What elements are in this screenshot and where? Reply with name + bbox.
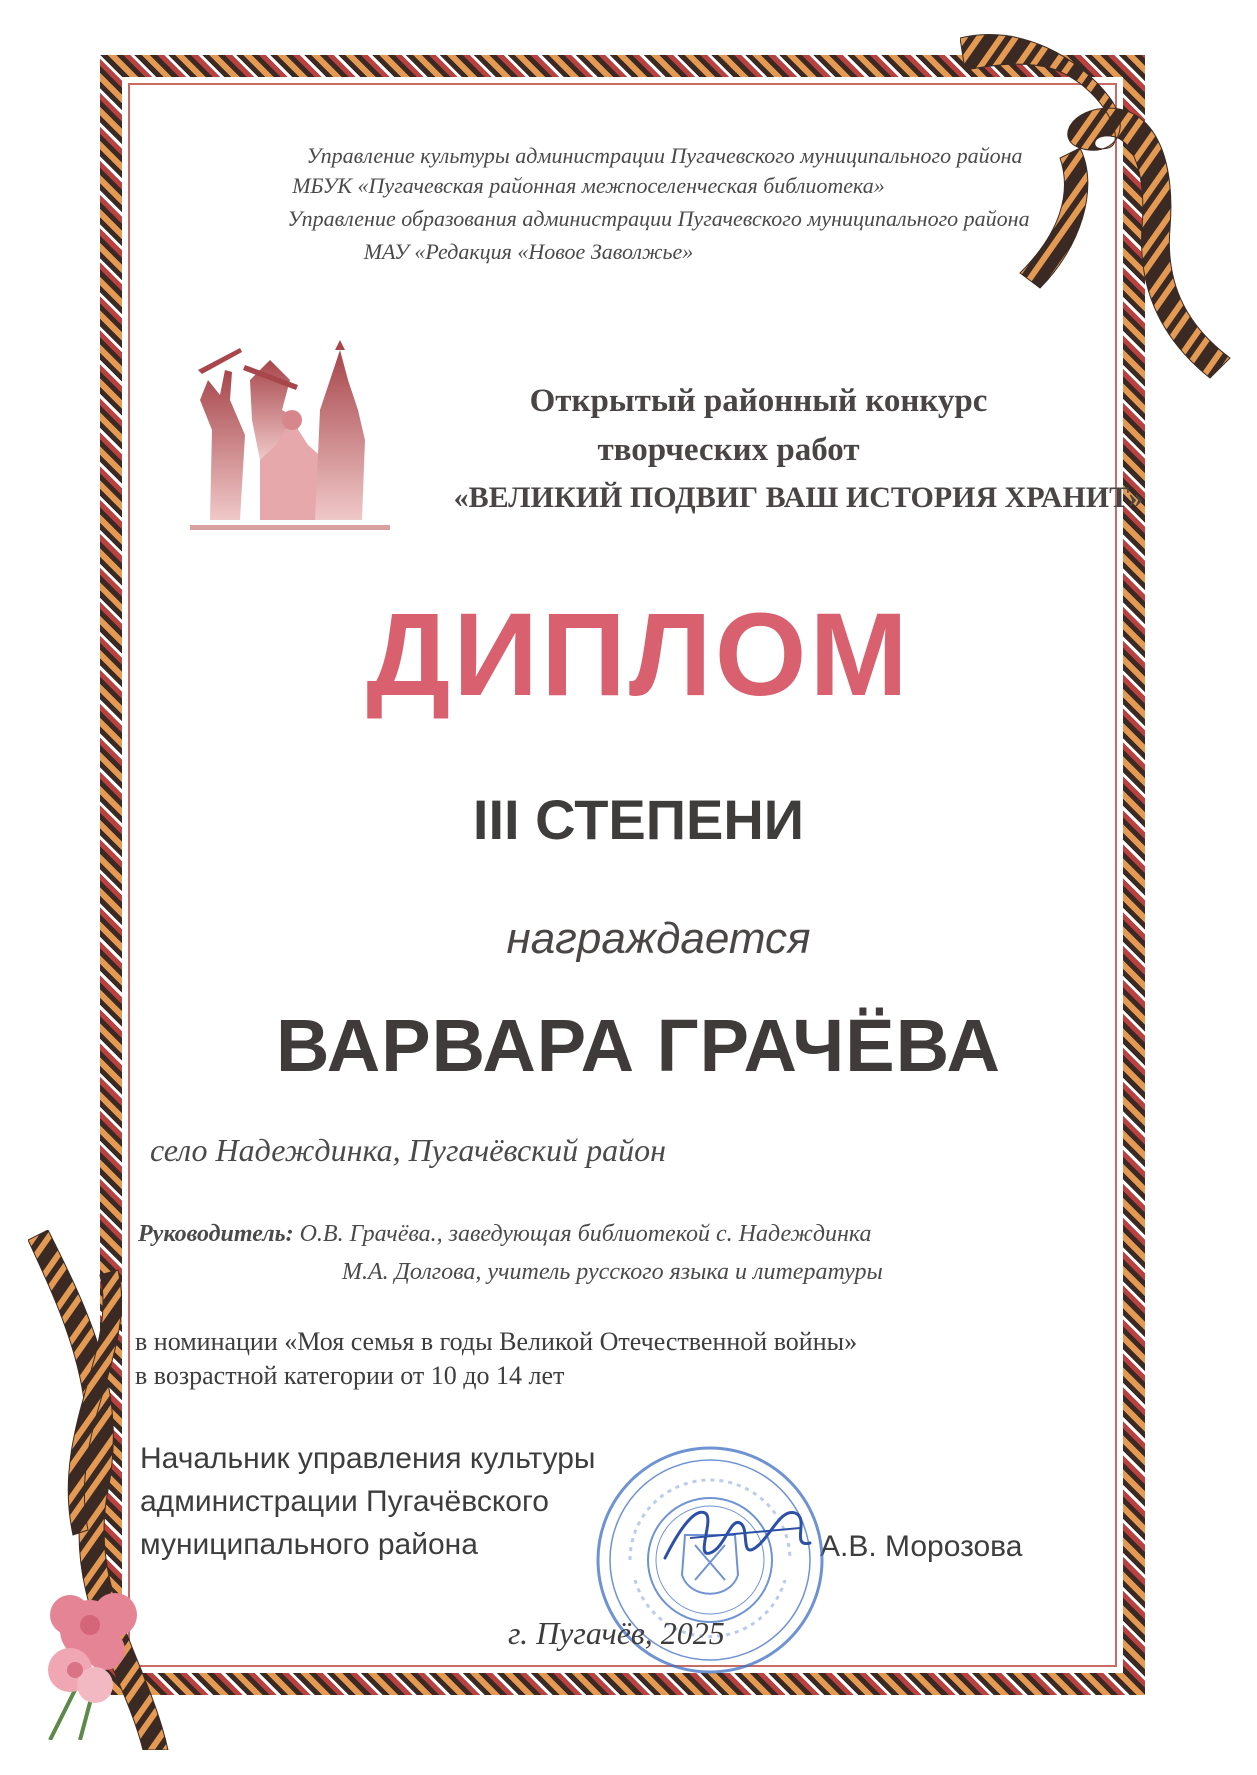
- signatory-position-line-1: Начальник управления культуры: [140, 1442, 596, 1475]
- awarded-label: награждается: [506, 914, 811, 963]
- carnation-flower-icon: [30, 1570, 180, 1740]
- recipient-name: ВАРВАРА ГРАЧЁВА: [276, 1004, 1001, 1087]
- age-category-line: в возрастной категории от 10 до 14 лет: [135, 1361, 565, 1390]
- diploma-title: ДИПЛОМ: [366, 589, 911, 721]
- signatory-position-line-3: муниципального района: [140, 1528, 478, 1561]
- leader-label: Руководитель:: [138, 1221, 294, 1247]
- organizer-line-2: МБУК «Пугачевская районная межпоселенческая библиотека»: [292, 173, 885, 198]
- signatory-name: А.В. Морозова: [820, 1530, 1023, 1563]
- leader-row-1: [138, 1219, 872, 1249]
- nomination-line: в номинации «Моя семья в годы Великой Отечественной войны»: [135, 1327, 858, 1356]
- contest-title-line-3: «ВЕЛИКИЙ ПОДВИГ ВАШ ИСТОРИЯ ХРАНИТ»: [453, 481, 1144, 514]
- diploma-degree: III СТЕПЕНИ: [472, 788, 805, 851]
- contest-title-line-2: творческих работ: [597, 432, 860, 468]
- city-year: г. Пугачёв, 2025: [508, 1615, 725, 1651]
- recipient-place: село Надеждинка, Пугачёвский район: [150, 1132, 666, 1168]
- organizer-line-4: МАУ «Редакция «Новое Заволжье»: [363, 239, 694, 264]
- leader-2: М.А. Долгова, учитель русского языка и литературы: [342, 1259, 883, 1285]
- leader-1: О.В. Грачёва., заведующая библиотекой с. Надеждинка: [299, 1221, 872, 1247]
- contest-title-line-1: Открытый районный конкурс: [529, 383, 988, 419]
- signatory-position-line-2: администрации Пугачёвского: [140, 1485, 549, 1518]
- organizer-line-3: Управление образования администрации Пугачевского муниципального района: [287, 206, 1030, 231]
- organizer-line-1: Управление культуры администрации Пугачевского муниципального района: [306, 143, 1023, 168]
- signature-icon: [660, 1488, 820, 1578]
